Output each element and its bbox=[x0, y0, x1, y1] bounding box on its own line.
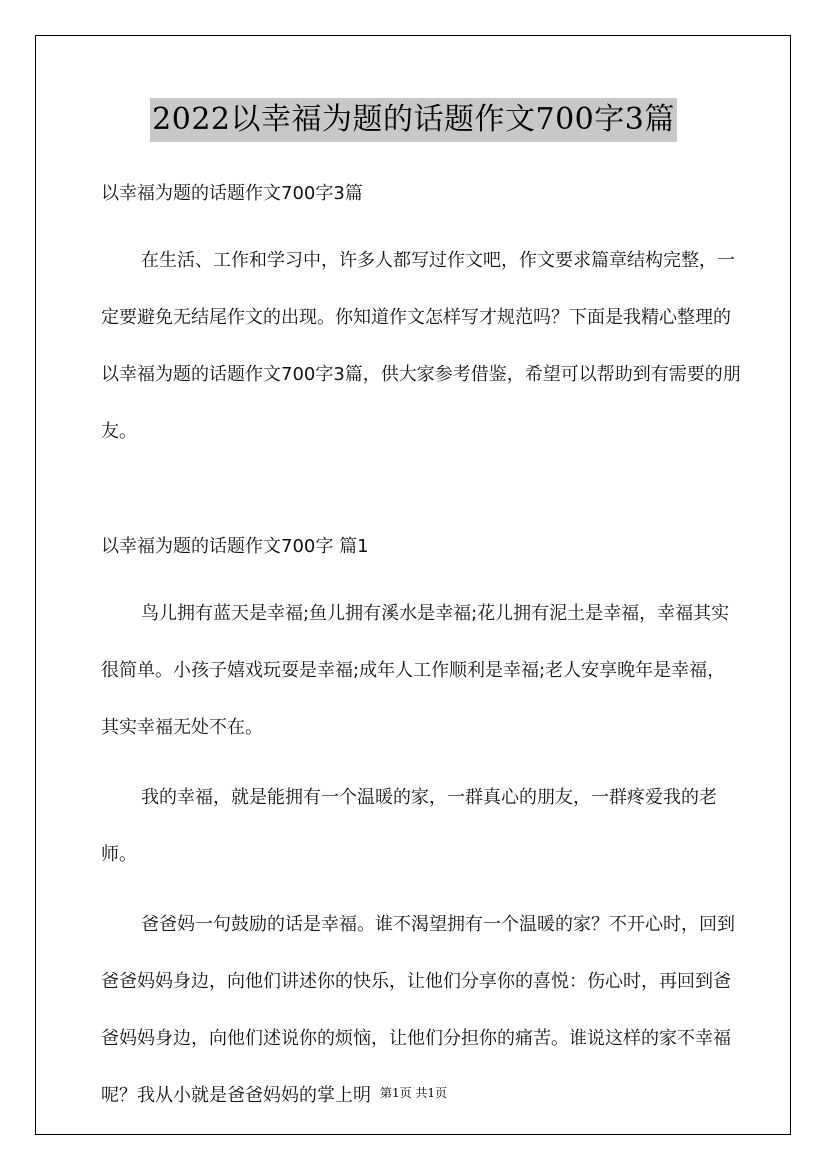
document-title-wrapper bbox=[0, 98, 827, 142]
section1-paragraph-3: 爸爸妈一句鼓励的话是幸福。谁不渴望拥有一个温暖的家？不开心时，回到爸爸妈妈身边，向他们讲述你的快乐，让他们分享你的喜悦：伤心时，再回到爸爸妈妈身边，向他们述说你的烦恼，让他们分担你的痛苦。谁说这样的家不幸福呢？我从小就是爸爸妈妈的掌上明 bbox=[101, 914, 735, 1106]
section1-paragraph-1: 鸟儿拥有蓝天是幸福;鱼儿拥有溪水是幸福;花儿拥有泥土是幸福，幸福其实很简单。小孩子嬉戏玩耍是幸福;成年人工作顺利是幸福;老人安享晚年是幸福，其实幸福无处不在。 bbox=[101, 603, 730, 738]
section1-heading: 以幸福为题的话题作文700字 篇1 bbox=[101, 536, 369, 557]
document-body bbox=[101, 178, 741, 1124]
document-title: 2022以幸福为题的话题作文700字3篇 bbox=[150, 98, 677, 142]
section1-paragraph-2: 我的幸福，就是能拥有一个温暖的家，一群真心的朋友，一群疼爱我的老师。 bbox=[101, 787, 717, 865]
intro-paragraph: 在生活、工作和学习中，许多人都写过作文吧，作文要求篇章结构完整，一定要避免无结尾作文的出现。你知道作文怎样写才规范吗？下面是我精心整理的以幸福为题的话题作文700字3篇，供大家参考借鉴，希望可以帮助到有需要的朋友。 bbox=[101, 250, 741, 442]
page-footer: 第1页 共1页 bbox=[379, 1086, 448, 1100]
intro-heading: 以幸福为题的话题作文700字3篇 bbox=[101, 183, 363, 204]
section-spacer bbox=[101, 460, 741, 531]
